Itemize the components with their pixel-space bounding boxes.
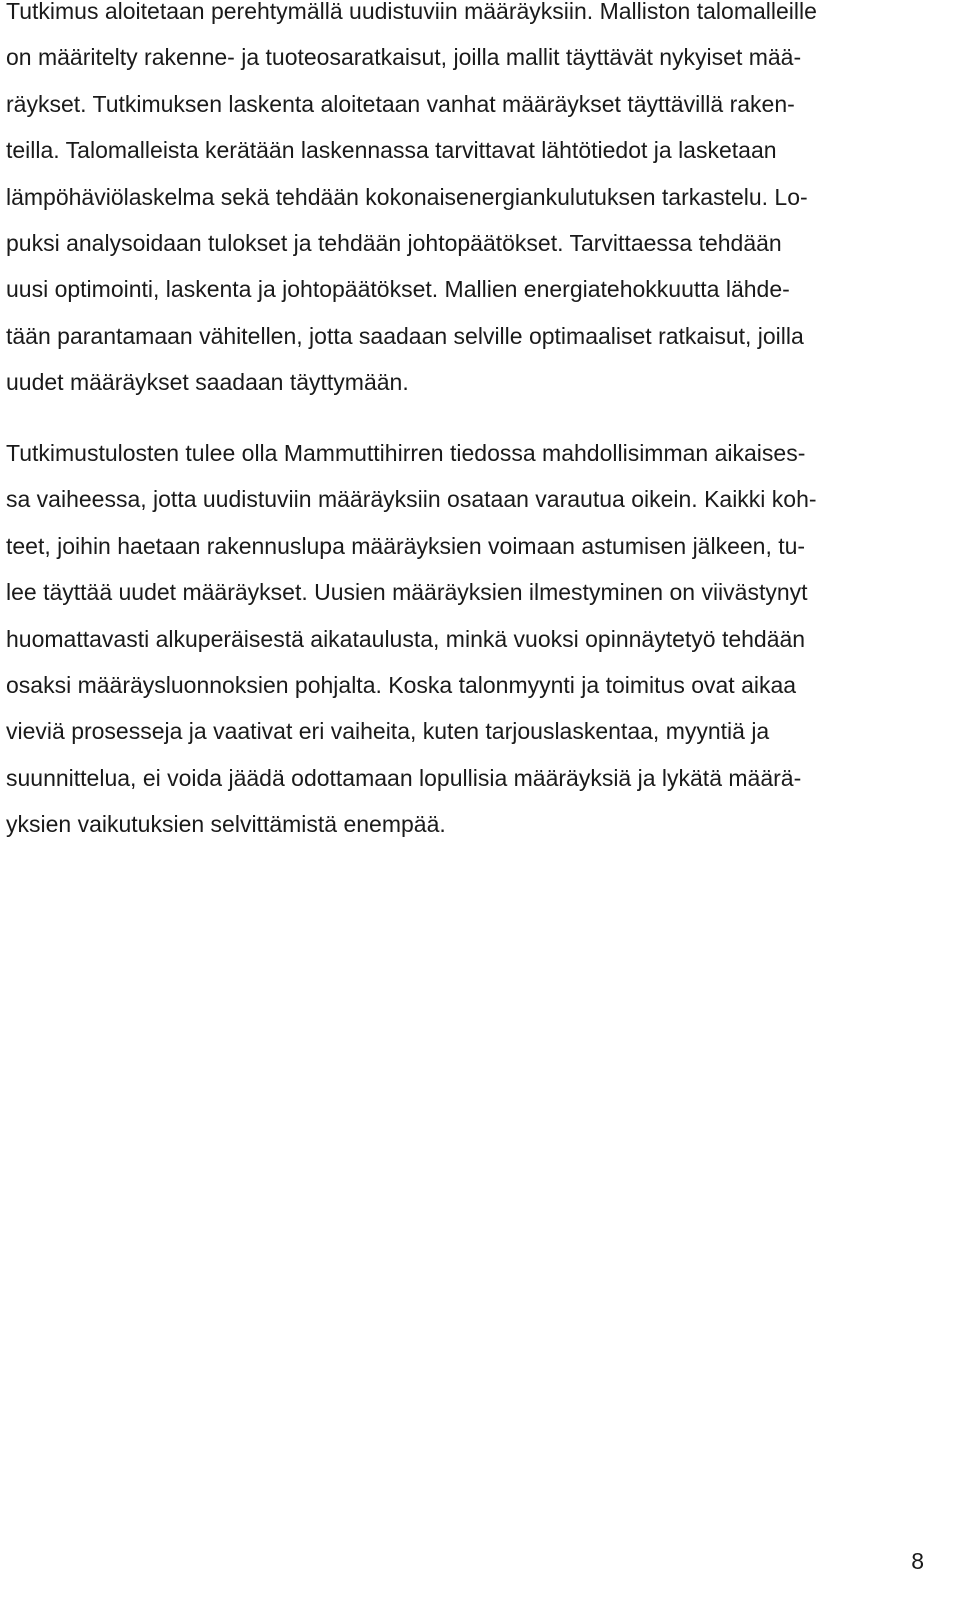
text-line: uudet määräykset saadaan täyttymään.: [6, 369, 409, 396]
text-line: lämpöhäviölaskelma sekä tehdään kokonaisenergiankulutuksen tarkastelu. Lo-: [6, 183, 808, 210]
text-line: puksi analysoidaan tulokset ja tehdään johtopäätökset. Tarvittaessa tehdään: [6, 230, 782, 257]
paragraph-1: [6, 0, 926, 406]
text-line: huomattavasti alkuperäisestä aikataulusta, minkä vuoksi opinnäytetyö tehdään: [6, 625, 806, 652]
text-line: lee täyttää uudet määräykset. Uusien määräyksien ilmestyminen on viivästynyt: [6, 579, 808, 606]
text-line: yksien vaikutuksien selvittämistä enempää.: [6, 811, 446, 838]
text-line: teet, joihin haetaan rakennuslupa määräyksien voimaan astumisen jälkeen, tu-: [6, 532, 806, 559]
page-number: 8: [911, 1548, 924, 1574]
text-line: räykset. Tutkimuksen laskenta aloitetaan vanhat määräykset täyttävillä raken-: [6, 90, 795, 117]
text-line: uusi optimointi, laskenta ja johtopäätökset. Mallien energiatehokkuutta lähde-: [6, 276, 790, 303]
text-line: Tutkimus aloitetaan perehtymällä uudistuviin määräyksiin. Malliston talomalleille: [6, 0, 817, 24]
text-line: Tutkimustulosten tulee olla Mammuttihirren tiedossa mahdollisimman aikaises-: [6, 440, 806, 466]
text-line: on määritelty rakenne- ja tuoteosaratkaisut, joilla mallit täyttävät nykyiset mää-: [6, 44, 802, 71]
text-line: sa vaiheessa, jotta uudistuviin määräyksiin osataan varautua oikein. Kaikki koh-: [6, 486, 817, 513]
paragraph-2: [6, 430, 926, 848]
text-line: osaksi määräysluonnoksien pohjalta. Koska talonmyynti ja toimitus ovat aikaa: [6, 672, 797, 699]
text-line: tään parantamaan vähitellen, jotta saadaan selville optimaaliset ratkaisut, joilla: [6, 322, 804, 349]
text-line: vieviä prosesseja ja vaativat eri vaiheita, kuten tarjouslaskentaa, myyntiä ja: [6, 718, 770, 745]
text-line: teilla. Talomalleista kerätään laskennassa tarvittavat lähtötiedot ja lasketaan: [6, 137, 777, 164]
text-line: suunnittelua, ei voida jäädä odottamaan lopullisia määräyksiä ja lykätä määrä-: [6, 764, 802, 791]
